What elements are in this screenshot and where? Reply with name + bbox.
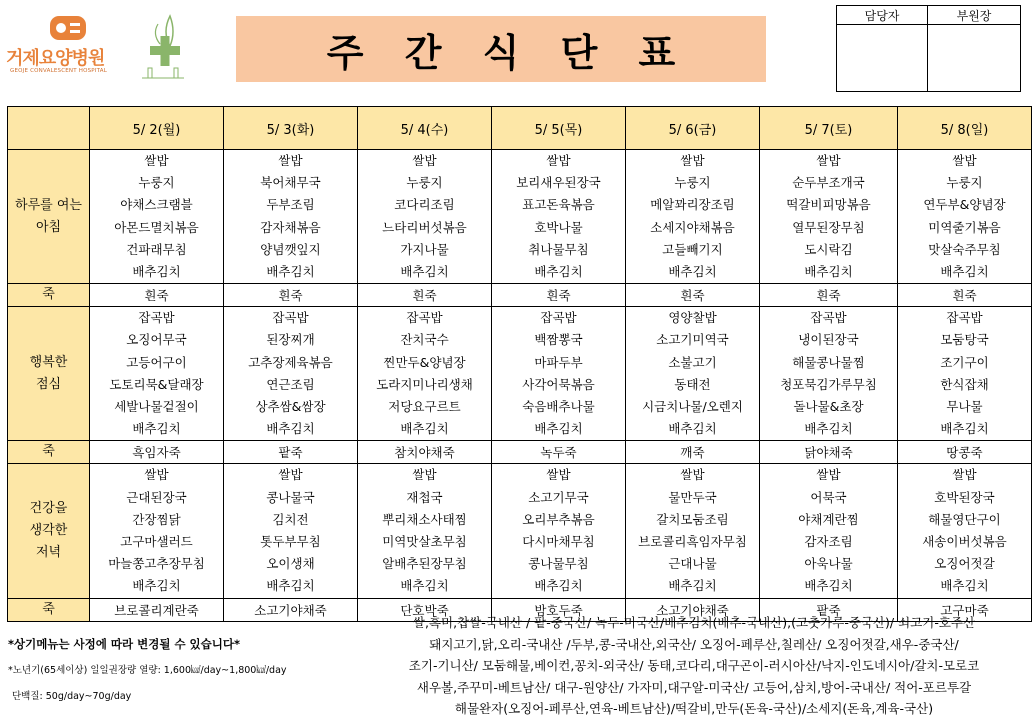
menu-item: 누룽지 <box>406 175 443 191</box>
porridge-label: 죽 <box>8 598 90 621</box>
menu-item: 배추김치 <box>804 264 853 280</box>
logo-mark-icon <box>48 14 88 42</box>
date-header-row <box>8 107 1032 150</box>
menu-item: 오리부추볶음 <box>522 511 595 527</box>
menu-item: 다시마채무침 <box>522 534 595 550</box>
menu-item: 미역줄기볶음 <box>928 219 1001 235</box>
menu-item: 누룽지 <box>674 175 711 191</box>
dinner-row <box>8 464 1032 598</box>
menu-item: 떡갈비피망볶음 <box>786 197 871 213</box>
menu-item: 쌀밥 <box>546 153 571 168</box>
menu-item: 배추김치 <box>534 421 583 437</box>
date-header: 5/ 8(일) <box>898 107 1032 150</box>
menu-item: 브로콜리흑임자무침 <box>638 534 747 550</box>
menu-item: 소세지야채볶음 <box>650 219 735 235</box>
menu-item: 해물영단구이 <box>928 511 1001 527</box>
menu-item: 쌀밥 <box>816 467 841 483</box>
date-header: 5/ 7(토) <box>760 107 898 150</box>
menu-item: 배추김치 <box>804 421 853 437</box>
menu-item: 콩나물국 <box>266 489 315 505</box>
menu-item: 야채계란찜 <box>798 511 859 527</box>
porridge-cell: 팥죽 <box>760 598 898 621</box>
lunch-menu-cell <box>760 307 898 441</box>
menu-item: 알배추된장무침 <box>382 556 467 572</box>
menu-item: 저당요구르트 <box>388 399 461 415</box>
menu-item: 배추김치 <box>132 578 181 594</box>
menu-item: 잔치국수 <box>400 332 449 348</box>
menu-item: 배추김치 <box>668 264 717 280</box>
menu-item: 고등어구이 <box>126 354 187 370</box>
menu-item: 냉이된장국 <box>798 332 859 348</box>
menu-item: 한식잡채 <box>940 376 989 392</box>
menu-item: 쌀밥 <box>412 153 437 168</box>
porridge-cell: 흰죽 <box>224 284 358 307</box>
notes <box>8 630 287 702</box>
menu-item: 돌나물&초장 <box>793 399 864 415</box>
menu-item: 감자조림 <box>804 534 853 550</box>
dinner-menu-cell <box>760 464 898 598</box>
menu-item: 표고돈육볶음 <box>522 197 595 213</box>
breakfast-porridge-row <box>8 284 1032 307</box>
porridge-cell: 닭야채죽 <box>760 441 898 464</box>
menu-item: 도시락김 <box>804 241 853 257</box>
menu-item: 호박나물 <box>534 219 583 235</box>
sign-space-manager <box>837 25 928 92</box>
breakfast-menu-cell <box>358 150 492 284</box>
menu-item: 미역맛살초무침 <box>382 534 467 550</box>
menu-item: 된장찌개 <box>266 332 315 348</box>
origin-line: 돼지고기,닭,오리-국내산 /두부,콩-국내산,외국산/ 오징어-페루산,칠레산/ 오징어젓갈,새우-중국산/ <box>429 636 959 652</box>
sign-space-vice-director <box>928 25 1021 92</box>
lunch-porridge-row <box>8 441 1032 464</box>
porridge-label: 죽 <box>8 284 90 307</box>
porridge-cell: 단호박죽 <box>358 598 492 621</box>
menu-item: 배추김치 <box>534 264 583 280</box>
porridge-cell: 참치야채죽 <box>358 441 492 464</box>
menu-item: 배추김치 <box>400 421 449 437</box>
menu-item: 쌀밥 <box>144 467 169 483</box>
breakfast-row <box>8 150 1032 284</box>
menu-item: 배추김치 <box>266 421 315 437</box>
menu-item: 동태전 <box>674 376 711 392</box>
menu-item: 잡곡밥 <box>540 310 577 326</box>
menu-item: 오징어무국 <box>126 332 187 348</box>
menu-item: 누룽지 <box>946 175 983 191</box>
menu-item: 찐만두&양념장 <box>383 354 466 370</box>
porridge-cell: 소고기야채죽 <box>224 598 358 621</box>
menu-item: 연근조림 <box>266 376 315 392</box>
menu-item: 재첩국 <box>406 489 443 505</box>
menu-item: 배추김치 <box>940 264 989 280</box>
menu-item: 물만두국 <box>668 489 717 505</box>
menu-item: 코다리조림 <box>394 197 455 213</box>
menu-item: 야채스크램블 <box>120 197 193 213</box>
protein-note: 단백질: 50g/day~70g/day <box>12 691 132 702</box>
menu-item: 청포묵김가루무침 <box>780 376 877 392</box>
menu-item: 호박된장국 <box>934 489 995 505</box>
porridge-cell: 흰죽 <box>898 284 1032 307</box>
page-title: 주 간 식 단 표 <box>326 30 690 75</box>
dinner-menu-cell <box>626 464 760 598</box>
menu-item: 쌀밥 <box>412 467 437 483</box>
menu-item: 무나물 <box>946 399 983 415</box>
menu-item: 쌀밥 <box>952 153 977 168</box>
lunch-menu-cell <box>90 307 224 441</box>
breakfast-menu-cell <box>760 150 898 284</box>
menu-item: 메알꽈리장조림 <box>650 197 735 213</box>
menu-item: 감자채볶음 <box>260 219 321 235</box>
origin-line: 쌀,흑미,찹쌀-국내산 / 팥-중국산/ 녹두-미국산/배추김치(배추-국내산),(고춧가루-중국산)/ 쇠고기-호주산 <box>412 615 976 630</box>
menu-item: 보리새우된장국 <box>516 175 601 191</box>
date-header: 5/ 4(수) <box>358 107 492 150</box>
menu-item: 두부조림 <box>266 197 315 213</box>
menu-item: 순두부조개국 <box>792 175 865 191</box>
lunch-menu-cell <box>898 307 1032 441</box>
porridge-cell: 팥죽 <box>224 441 358 464</box>
origin-info <box>356 612 1032 720</box>
porridge-cell: 흰죽 <box>760 284 898 307</box>
date-header: 5/ 2(월) <box>90 107 224 150</box>
breakfast-menu-cell <box>224 150 358 284</box>
hospital-name: 거제요양병원 <box>6 48 105 69</box>
menu-item: 모둠탕국 <box>940 332 989 348</box>
title-banner <box>236 16 766 82</box>
change-notice: *상기메뉴는 사정에 따라 변경될 수 있습니다* <box>8 637 241 651</box>
menu-item: 배추김치 <box>668 578 717 594</box>
menu-item: 소고기미역국 <box>656 332 729 348</box>
menu-item: 근대된장국 <box>126 489 187 505</box>
menu-item: 배추김치 <box>400 578 449 594</box>
menu-item: 배추김치 <box>132 264 181 280</box>
porridge-cell: 깨죽 <box>626 441 760 464</box>
menu-item: 연두부&양념장 <box>923 197 1006 213</box>
header-corner <box>8 107 90 150</box>
date-header: 5/ 5(목) <box>492 107 626 150</box>
menu-item: 느타리버섯볶음 <box>382 219 467 235</box>
menu-item: 마늘쫑고추장무침 <box>108 556 205 572</box>
menu-item: 뿌리채소사태찜 <box>382 511 467 527</box>
menu-item: 양념깻잎지 <box>260 241 321 257</box>
menu-item: 배추김치 <box>132 421 181 437</box>
menu-item: 시금치나물/오렌지 <box>642 399 743 415</box>
menu-item: 갈치모둠조림 <box>656 511 729 527</box>
menu-item: 쌀밥 <box>680 467 705 483</box>
lunch-menu-cell <box>358 307 492 441</box>
porridge-cell: 브로콜리계란죽 <box>90 598 224 621</box>
menu-item: 배추김치 <box>940 578 989 594</box>
menu-item: 잡곡밥 <box>138 310 175 326</box>
date-header: 5/ 6(금) <box>626 107 760 150</box>
dinner-menu-cell <box>492 464 626 598</box>
porridge-cell: 흰죽 <box>90 284 224 307</box>
lunch-menu-cell <box>626 307 760 441</box>
menu-item: 쌀밥 <box>278 153 303 168</box>
menu-item: 오징어젓갈 <box>934 556 995 572</box>
menu-item: 북어채무국 <box>260 175 321 191</box>
cross-icon <box>140 12 186 82</box>
dinner-label: 건강을 생각한 저녁 <box>8 464 90 598</box>
menu-item: 쌀밥 <box>816 153 841 168</box>
sign-label-manager: 담당자 <box>837 6 928 25</box>
origin-line: 해물완자(오징어-페루산,연육-베트남산)/떡갈비,만두(돈육-국산)/소세지(돈육,계육-국산) <box>454 701 934 717</box>
menu-item: 해물콩나물찜 <box>792 354 865 370</box>
breakfast-menu-cell <box>492 150 626 284</box>
porridge-cell: 흑임자죽 <box>90 441 224 464</box>
menu-item: 배추김치 <box>804 578 853 594</box>
menu-item: 건파래무침 <box>126 241 187 257</box>
porridge-cell: 소고기야채죽 <box>626 598 760 621</box>
menu-item: 근대나물 <box>668 556 717 572</box>
menu-item: 톳두부무침 <box>260 534 321 550</box>
porridge-label: 죽 <box>8 441 90 464</box>
menu-item: 소고기무국 <box>528 489 589 505</box>
menu-item: 잡곡밥 <box>272 310 309 326</box>
lunch-menu-cell <box>492 307 626 441</box>
menu-item: 도토리묵&달래장 <box>109 376 204 392</box>
menu-item: 아몬드멸치볶음 <box>114 219 199 235</box>
menu-item: 상추쌈&쌈장 <box>255 399 326 415</box>
menu-item: 고추장제육볶음 <box>248 354 333 370</box>
menu-item: 도라지미나리생채 <box>376 376 473 392</box>
menu-item: 마파두부 <box>534 354 583 370</box>
menu-item: 영양찰밥 <box>668 310 717 326</box>
menu-item: 소불고기 <box>668 354 717 370</box>
menu-item: 누룽지 <box>138 175 175 191</box>
menu-item: 세발나물겉절이 <box>114 399 199 415</box>
menu-item: 김치전 <box>272 511 309 527</box>
dinner-menu-cell <box>358 464 492 598</box>
menu-item: 배추김치 <box>668 421 717 437</box>
approval-box <box>836 5 1021 92</box>
menu-item: 숙음배추나물 <box>522 399 595 415</box>
menu-item: 고구마샐러드 <box>120 534 193 550</box>
porridge-cell: 밤호두죽 <box>492 598 626 621</box>
menu-item: 조기구이 <box>940 354 989 370</box>
menu-item: 백짬뽕국 <box>534 332 583 348</box>
breakfast-menu-cell <box>90 150 224 284</box>
dinner-menu-cell <box>90 464 224 598</box>
menu-item: 잡곡밥 <box>946 310 983 326</box>
menu-item: 취나물무침 <box>528 241 589 257</box>
dinner-menu-cell <box>224 464 358 598</box>
menu-item: 고들빼기지 <box>662 241 723 257</box>
menu-item: 열무된장무침 <box>792 219 865 235</box>
menu-item: 배추김치 <box>534 578 583 594</box>
menu-item: 배추김치 <box>266 264 315 280</box>
menu-item: 가지나물 <box>400 241 449 257</box>
lunch-label: 행복한 점심 <box>8 307 90 441</box>
breakfast-menu-cell <box>626 150 760 284</box>
porridge-cell: 흰죽 <box>358 284 492 307</box>
menu-item: 맛살숙주무침 <box>928 241 1001 257</box>
menu-item: 쌀밥 <box>680 153 705 168</box>
menu-item: 잡곡밥 <box>810 310 847 326</box>
porridge-cell: 흰죽 <box>626 284 760 307</box>
hospital-logo <box>4 6 194 82</box>
porridge-cell: 흰죽 <box>492 284 626 307</box>
porridge-cell: 고구마죽 <box>898 598 1032 621</box>
porridge-cell: 땅콩죽 <box>898 441 1032 464</box>
menu-item: 어묵국 <box>810 489 847 505</box>
menu-item: 쌀밥 <box>278 467 303 483</box>
menu-item: 새송이버섯볶음 <box>922 534 1007 550</box>
energy-note: *노년기(65세이상) 일일권장량 열량: 1,600㎉/day~1,800㎉/day <box>8 665 287 676</box>
lunch-row <box>8 307 1032 441</box>
menu-item: 쌀밥 <box>952 467 977 483</box>
menu-item: 간장찜닭 <box>132 511 181 527</box>
lunch-menu-cell <box>224 307 358 441</box>
menu-item: 잡곡밥 <box>406 310 443 326</box>
menu-item: 배추김치 <box>400 264 449 280</box>
porridge-cell: 녹두죽 <box>492 441 626 464</box>
menu-item: 아욱나물 <box>804 556 853 572</box>
menu-item: 쌀밥 <box>546 467 571 483</box>
date-header: 5/ 3(화) <box>224 107 358 150</box>
menu-item: 콩나물무침 <box>528 556 589 572</box>
origin-line: 새우볼,주꾸미-베트남산/ 대구-원양산/ 가자미,대구알-미국산/ 고등어,삼치,방어-국내산/ 적어-포르투갈 <box>416 679 972 695</box>
menu-item: 오이생채 <box>266 556 315 572</box>
menu-item: 배추김치 <box>266 578 315 594</box>
dinner-menu-cell <box>898 464 1032 598</box>
weekly-menu-table <box>7 106 1032 622</box>
menu-item: 배추김치 <box>940 421 989 437</box>
hospital-subtitle: GEOJE CONVALESCENT HOSPITAL <box>10 68 107 74</box>
breakfast-menu-cell <box>898 150 1032 284</box>
menu-item: 사각어묵볶음 <box>522 376 595 392</box>
sign-label-vice-director: 부원장 <box>928 6 1021 25</box>
breakfast-label: 하루를 여는 아침 <box>8 150 90 284</box>
origin-line: 조기-기니산/ 모둠해물,베이컨,꽁치-외국산/ 동태,코다리,대구곤이-러시아산/낙지-인도네시아/갈치-모로코 <box>408 658 980 674</box>
menu-item: 쌀밥 <box>144 153 169 168</box>
